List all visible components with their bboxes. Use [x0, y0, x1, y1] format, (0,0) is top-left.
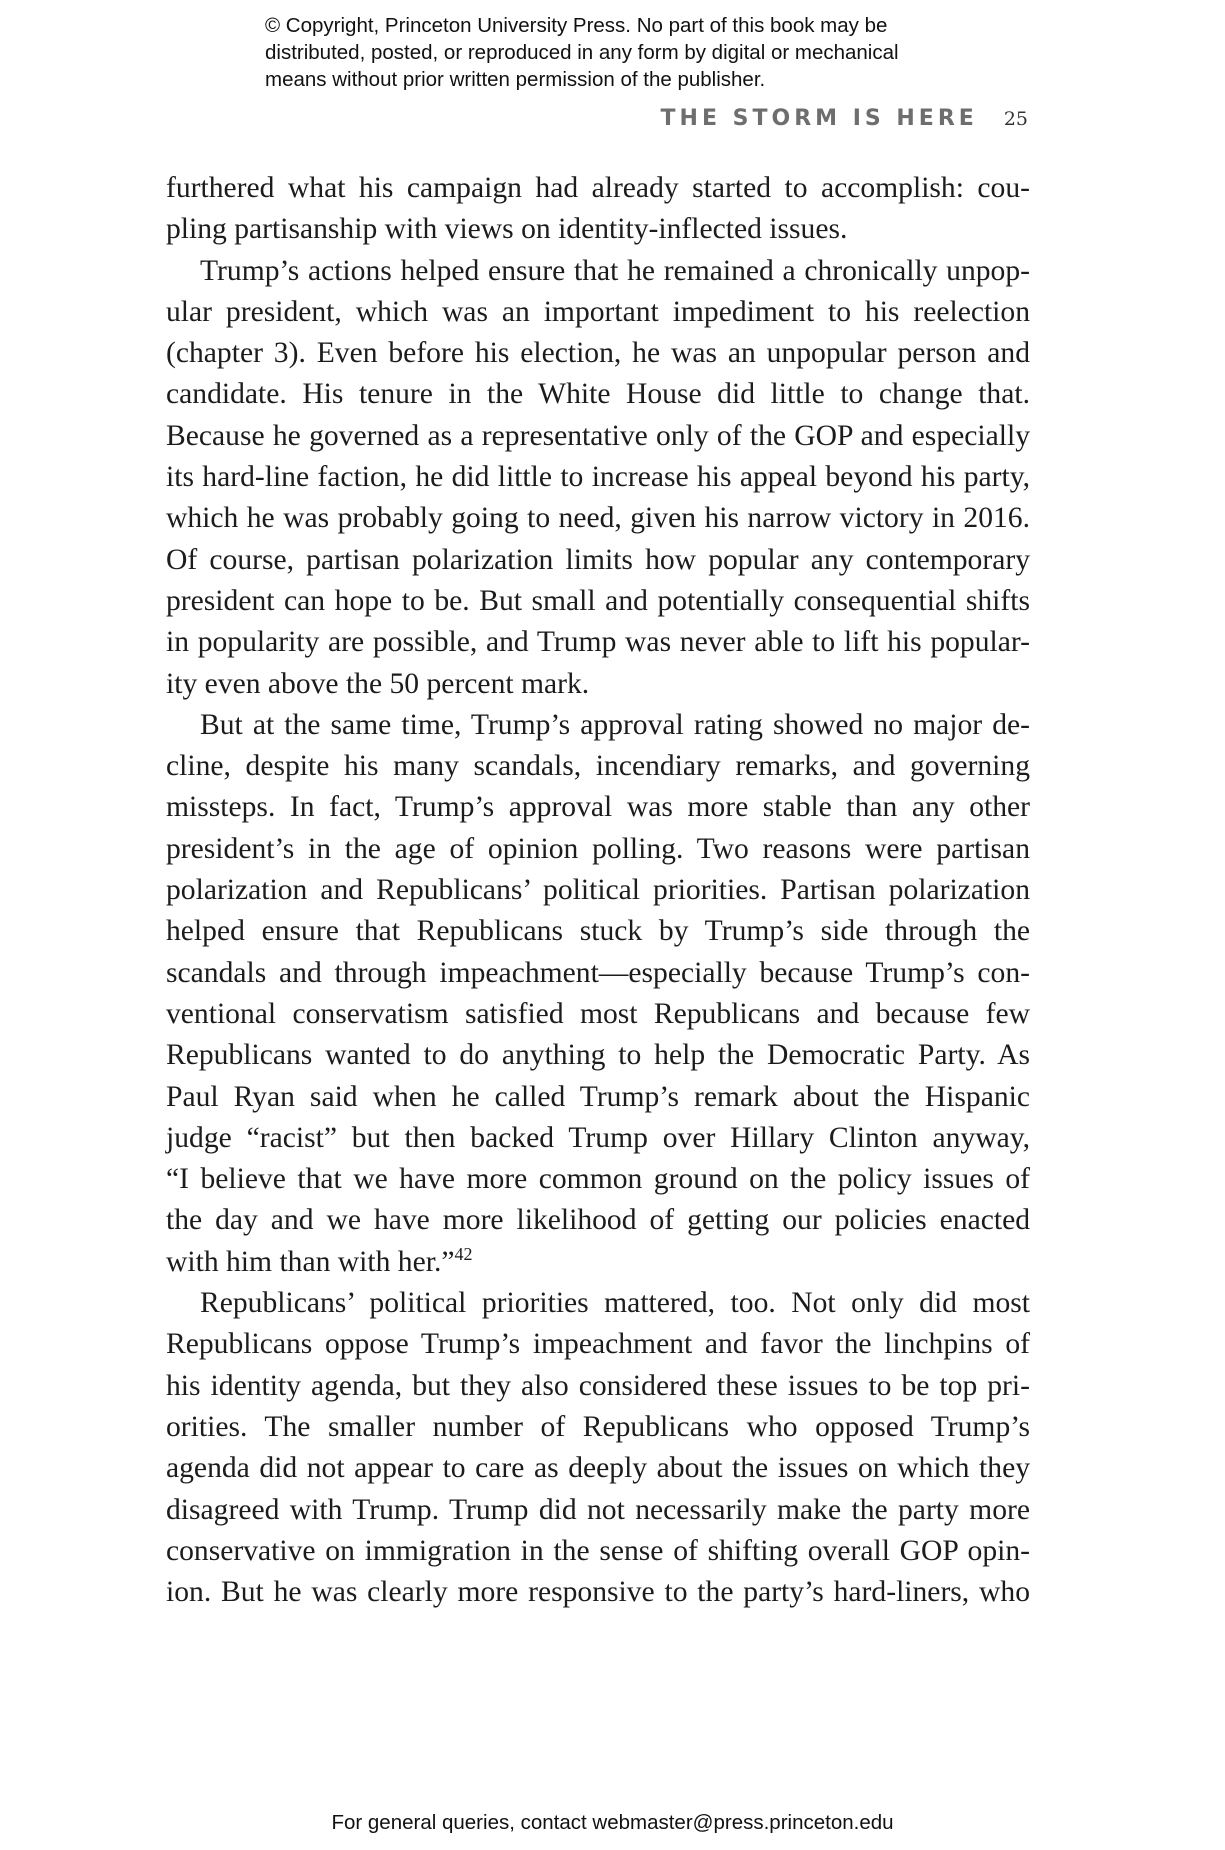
text-line: Because he governed as a representative only of the GOP and especially: [166, 419, 1030, 452]
text-line: pling partisanship with views on identity-inflected issues.: [166, 213, 848, 246]
text-line: ity even above the 50 percent mark.: [166, 667, 590, 700]
text-line: scandals and through impeachment—especially because Trump’s con-: [166, 956, 1030, 989]
text-line: conservative on immigration in the sense of shifting overall GOP opin-: [166, 1534, 1030, 1567]
text-line: missteps. In fact, Trump’s approval was more stable than any other: [166, 791, 1030, 824]
copyright-notice: [265, 12, 1025, 93]
text-line: in popularity are possible, and Trump was never able to lift his popular-: [166, 626, 1030, 659]
text-line: “I believe that we have more common ground on the policy issues of: [166, 1163, 1030, 1196]
page-number: 25: [1003, 108, 1028, 130]
text-line: which he was probably going to need, given his narrow victory in 2016.: [166, 502, 1030, 535]
footer-contact: For general queries, contact webmaster@press.princeton.edu: [331, 1811, 894, 1834]
text-line: ion. But he was clearly more responsive to the party’s hard-liners, who: [166, 1576, 1030, 1609]
text-line: with him than with her.”: [166, 1245, 455, 1278]
text-line-with-footnote: [166, 1242, 1030, 1283]
running-header: [661, 106, 1028, 136]
text-line: ventional conservatism satisfied most Republicans and because few: [166, 997, 1030, 1030]
text-line: (chapter 3). Even before his election, he was an unpopular person and: [166, 337, 1030, 370]
text-line: ular president, which was an important impediment to his reelection: [166, 295, 1030, 328]
text-line: furthered what his campaign had already started to accomplish: cou-: [166, 172, 1030, 204]
text-line: helped ensure that Republicans stuck by Trump’s side through the: [166, 915, 1030, 948]
text-line: Republicans wanted to do anything to help the Democratic Party. As: [166, 1039, 1030, 1072]
footnote-reference[interactable]: 42: [454, 1243, 473, 1264]
text-line: Republicans’ political priorities mattered, too. Not only did most: [200, 1287, 1030, 1320]
copyright-line: means without prior written permission of the publisher.: [265, 68, 766, 91]
text-line: his identity agenda, but they also considered these issues to be top pri-: [166, 1369, 1030, 1402]
text-line: orities. The smaller number of Republicans who opposed Trump’s: [166, 1410, 1030, 1443]
text-line: Trump’s actions helped ensure that he remained a chronically unpop-: [200, 254, 1030, 287]
text-line: But at the same time, Trump’s approval rating showed no major de-: [200, 708, 1030, 741]
text-line: its hard-line faction, he did little to increase his appeal beyond his party,: [166, 461, 1030, 494]
body-text: [166, 168, 1030, 1613]
text-line: president’s in the age of opinion polling. Two reasons were partisan: [166, 832, 1030, 865]
text-line: judge “racist” but then backed Trump over Hillary Clinton anyway,: [166, 1121, 1030, 1154]
text-line: president can hope to be. But small and potentially consequential shifts: [166, 584, 1030, 617]
copyright-line: distributed, posted, or reproduced in any form by digital or mechanical: [265, 41, 899, 64]
text-line: agenda did not appear to care as deeply about the issues on which they: [166, 1452, 1030, 1485]
text-line: disagreed with Trump. Trump did not necessarily make the party more: [166, 1493, 1030, 1526]
text-line: Paul Ryan said when he called Trump’s remark about the Hispanic: [166, 1080, 1030, 1113]
copyright-line: © Copyright, Princeton University Press. No part of this book may be: [265, 14, 888, 37]
text-line: candidate. His tenure in the White House did little to change that.: [166, 378, 1030, 411]
text-line: cline, despite his many scandals, incendiary remarks, and governing: [166, 750, 1030, 783]
text-line: Republicans oppose Trump’s impeachment and favor the linchpins of: [166, 1328, 1030, 1361]
text-line: polarization and Republicans’ political priorities. Partisan polarization: [166, 874, 1030, 907]
running-title: THE STORM IS HERE: [660, 106, 978, 131]
text-line: Of course, partisan polarization limits how popular any contemporary: [166, 543, 1030, 576]
text-line: the day and we have more likelihood of getting our policies enacted: [166, 1204, 1030, 1237]
